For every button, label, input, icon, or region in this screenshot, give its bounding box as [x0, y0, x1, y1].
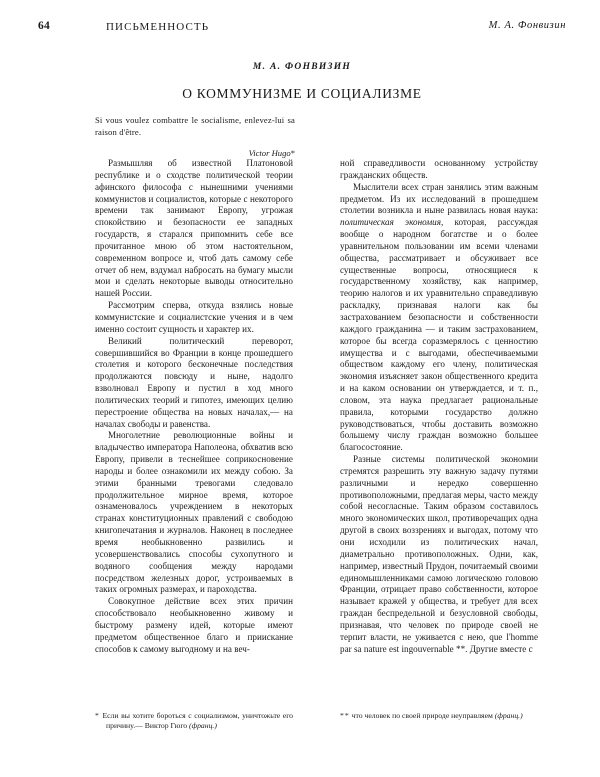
footnote-body — [95, 711, 293, 732]
footnote-body — [340, 711, 538, 721]
footnote-language: (франц.) — [494, 711, 523, 720]
article-title: О КОММУНИЗМЕ И СОЦИАЛИЗМЕ — [182, 86, 422, 101]
paragraph: Великий политический переворот, совершившийся во Франции в конце прошедшего столетия и которого бесконечные последствия продолжаются повсюду и ныне, надолго взволновал Европу и пустил в ход много политических теорий и гипотез, имеющих целию перестроение общества на новых началах,— на началах свободы и равенства. — [95, 335, 293, 429]
running-head — [38, 20, 566, 38]
footnote-right — [340, 711, 538, 721]
page-folio: 64 — [38, 20, 50, 32]
footnote-rule — [95, 703, 159, 704]
paragraph: Совокупное действие всех этих причин способствовало необыкновенно живому и быстрому размену идей, которые имеют предметом общественное благо и приискание способов к самому выгодному и на веч- — [95, 596, 293, 654]
article-byline: М. А. ФОНВИЗИН — [252, 62, 352, 72]
epigraph-author: Victor Hugo — [248, 147, 291, 158]
paragraph: Разные системы политической экономии стремятся разрешить эту важную задачу путями различными и нередко совершенно противоположными, предлагая меры, часто между собой несогласные. Таким образом составилось много экономических школ, противоречащих одна другой в своих воззрениях и выгодах, потому что они исходили из политических начал, диаметрально противоположных. Одни, как, например, известный Прудон, почитаемый своими единомышленниками самою логическою головою Франции, отрицает право собственности, которое называет кражей у общества, и требует для всех граждан беспредельной и безусловной свободы, признавая, что человек по природе своей не терпит власти, не уживается с нею, que l'homme par sa nature est ingouvernable **. Другие вместе с — [340, 454, 538, 654]
paragraph: ной справедливости основанному устройству гражданских обществ. — [340, 158, 538, 180]
footnote-text: Если вы хотите бороться с социализмом, уничтожьте его причину.— Виктор Гюго — [102, 711, 294, 731]
body-column-left — [95, 158, 293, 655]
paragraph: Многолетние революционные войны и владычество императора Наполеона, обхватив всю Европу, привели в теснейшее соприкосновение народы и более ознакомили их между собою. За этими бранными тревогами следовало продолжительное мирное время, которое ознаменовалось учреждением в некоторых странах конституционных правлений с свободою книгопечатания и журналов. Наконец в последнее время необыкновенно развились и усовершенствовались способы сухопутного и водяного сообщения между народами посредством железных дорог, устроиваемых в таких огромных размерах, и пароходства. — [95, 430, 293, 595]
epigraph-attribution — [95, 148, 295, 158]
epigraph — [95, 114, 295, 158]
running-head-author: М. А. Фонвизин — [488, 20, 566, 31]
epigraph-footnote-marker: * — [290, 147, 295, 158]
emphasised-term: политическая экономия — [340, 217, 441, 228]
article-heading — [38, 62, 566, 102]
footnote-left — [95, 711, 293, 732]
footnote-marker: ** — [340, 711, 350, 720]
body-column-right — [340, 158, 538, 655]
epigraph-text: Si vous voulez combattre le socialisme, enlevez-lui sa raison d'être. — [95, 115, 295, 138]
paragraph: Рассмотрим сперва, откуда взялись новые коммунистские и социалистские учения и в чем именно состоит сущность и характер их. — [95, 300, 293, 334]
paragraph: Мыслители всех стран занялись этим важным предметом. Из их исследований в прошедшем столетии возникла и ныне развилась новая наука: политическая экономия, которая, рассуждая вообще о народном богатстве и о более уравнительном пользовании им всеми членами общества, рассматривает и обсуживает все существенные вопросы, относящиеся к государственному хозяйству, как например, теорию налогов и их уравнительно справедливую раскладку, признавая налоги как бы застрахованием безопасности и собственности каждого гражданина — и таким застрахованием, которое бы всегда соразмерялось с ценностию имущества и с выгодами, обеспечиваемыми обществом каждому его члену, политическая экономия изъясняет закон общественного кредита и на каком основании он утверждается, и т. п., словом, эта наука предлагает рациональные правила, которыми государство должно руководствоваться, чтобы доставить возможно большему числу граждан возможно большее благосостояние. — [340, 181, 538, 453]
footnote-marker: * — [95, 711, 100, 720]
running-head-section: ПИСЬМЕННОСТЬ — [106, 21, 210, 33]
footnote-language: (франц.) — [189, 721, 217, 731]
footnote-text: что человек по своей природе неуправляем — [351, 711, 495, 720]
paragraph: Размышляя об известной Платоновой республике и о сходстве политической теории афинского философа с нынешними учениями коммунистов и социалистов, которые с некоторого времени так занимают Европу, угрожая спокойствию и безопасности ее западных государств, я старался припомнить себе все прочитанное мною об этом настоятельном, современном вопросе и, чтоб дать самому себе отчет об нем, вздумал набросать на бумагу мысли мои и сделать некоторые выводы относительно нашей России. — [95, 158, 293, 299]
